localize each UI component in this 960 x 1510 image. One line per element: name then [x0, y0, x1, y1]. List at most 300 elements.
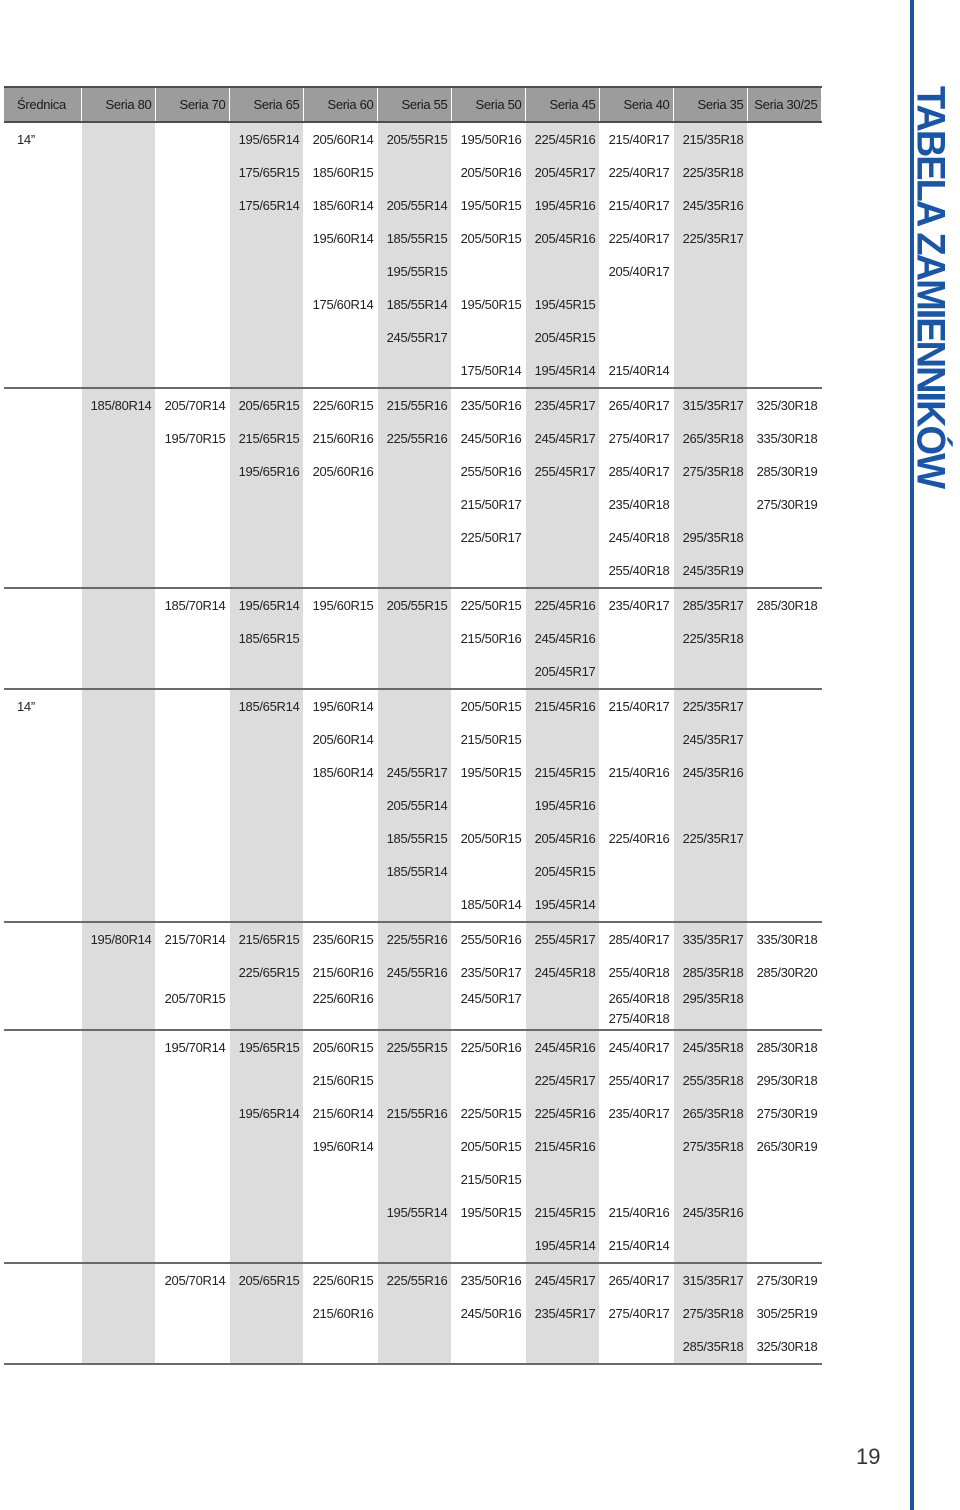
table-cell: 195/65R16 [229, 455, 303, 488]
table-cell: 215/45R16 [525, 1130, 599, 1163]
table-cell [4, 1330, 81, 1364]
table-row [4, 1163, 821, 1196]
table-cell [229, 354, 303, 388]
table-cell [155, 855, 229, 888]
table-cell: 275/35R18 [673, 1130, 747, 1163]
table-row [4, 156, 821, 189]
table-cell [303, 888, 377, 922]
table-row [4, 455, 821, 488]
table-cell [81, 1130, 155, 1163]
table-cell: 275/35R18 [673, 1297, 747, 1330]
replacement-table-container [4, 86, 821, 1365]
table-cell [229, 1229, 303, 1263]
table-cell [599, 288, 673, 321]
table-cell: 255/45R17 [525, 922, 599, 956]
table-cell [81, 521, 155, 554]
table-cell [451, 1229, 525, 1263]
table-cell: 175/65R14 [229, 189, 303, 222]
table-cell: 245/45R18 [525, 956, 599, 989]
table-cell: 215/60R16 [303, 422, 377, 455]
table-cell [229, 1196, 303, 1229]
table-cell [81, 1330, 155, 1364]
table-cell: 205/55R15 [377, 588, 451, 622]
table-cell: 245/45R17 [525, 422, 599, 455]
table-cell [155, 1229, 229, 1263]
table-cell: 205/45R15 [525, 321, 599, 354]
column-header: Seria 40 [599, 87, 673, 122]
table-cell: 225/55R16 [377, 1263, 451, 1297]
sidebar-title-container [905, 86, 955, 502]
table-cell [673, 288, 747, 321]
table-cell: 255/40R17 [599, 1064, 673, 1097]
table-cell [4, 723, 81, 756]
table-row [4, 321, 821, 354]
table-cell [451, 255, 525, 288]
table-header-row [4, 87, 821, 122]
table-row [4, 723, 821, 756]
table-cell [4, 422, 81, 455]
table-row [4, 855, 821, 888]
table-cell [81, 956, 155, 989]
table-cell [4, 321, 81, 354]
table-cell [155, 822, 229, 855]
table-cell [81, 1009, 155, 1030]
table-cell: 205/45R15 [525, 855, 599, 888]
table-cell: 205/50R15 [451, 689, 525, 723]
table-cell: 205/60R15 [303, 1030, 377, 1064]
table-cell: 225/55R16 [377, 422, 451, 455]
table-cell: 245/50R16 [451, 1297, 525, 1330]
table-cell [155, 956, 229, 989]
table-cell: 195/45R14 [525, 888, 599, 922]
table-cell [747, 255, 821, 288]
table-cell: 255/50R16 [451, 455, 525, 488]
table-cell: 265/30R19 [747, 1130, 821, 1163]
table-row [4, 822, 821, 855]
column-header: Seria 65 [229, 87, 303, 122]
table-cell: 195/50R15 [451, 756, 525, 789]
table-cell [155, 189, 229, 222]
table-cell: 185/60R15 [303, 156, 377, 189]
table-cell: 215/50R15 [451, 1163, 525, 1196]
table-cell: 195/55R15 [377, 255, 451, 288]
table-cell: 285/40R17 [599, 455, 673, 488]
table-cell [673, 855, 747, 888]
table-cell: 245/35R18 [673, 1030, 747, 1064]
table-cell [81, 1064, 155, 1097]
table-cell: 285/35R17 [673, 588, 747, 622]
table-cell: 215/40R17 [599, 122, 673, 156]
table-row [4, 354, 821, 388]
table-cell: 245/45R16 [525, 622, 599, 655]
table-cell [4, 756, 81, 789]
table-cell: 205/45R17 [525, 156, 599, 189]
table-cell: 295/30R18 [747, 1064, 821, 1097]
table-cell [155, 321, 229, 354]
table-cell: 225/35R17 [673, 822, 747, 855]
table-cell [81, 554, 155, 588]
table-cell [747, 789, 821, 822]
table-cell [4, 554, 81, 588]
table-cell [155, 689, 229, 723]
table-cell: 195/60R15 [303, 588, 377, 622]
table-cell [747, 1229, 821, 1263]
table-cell: 255/40R18 [599, 956, 673, 989]
table-cell: 205/40R17 [599, 255, 673, 288]
table-cell: 205/70R14 [155, 388, 229, 422]
table-cell: 185/70R14 [155, 588, 229, 622]
table-cell [4, 521, 81, 554]
table-row [4, 222, 821, 255]
table-cell: 175/50R14 [451, 354, 525, 388]
table-cell [155, 756, 229, 789]
table-cell: 205/50R15 [451, 222, 525, 255]
table-cell [4, 956, 81, 989]
table-cell [229, 1064, 303, 1097]
table-cell [525, 723, 599, 756]
column-header: Seria 35 [673, 87, 747, 122]
table-cell [525, 1009, 599, 1030]
table-cell [747, 723, 821, 756]
table-cell [4, 455, 81, 488]
table-cell: 195/70R14 [155, 1030, 229, 1064]
table-cell [673, 655, 747, 689]
table-cell [599, 855, 673, 888]
table-cell [81, 1297, 155, 1330]
table-cell [747, 822, 821, 855]
table-cell [155, 156, 229, 189]
table-cell [229, 1163, 303, 1196]
table-cell [747, 689, 821, 723]
table-row [4, 989, 821, 1009]
table-cell: 255/35R18 [673, 1064, 747, 1097]
table-cell [451, 1009, 525, 1030]
table-cell: 205/65R15 [229, 388, 303, 422]
table-cell [747, 1196, 821, 1229]
table-cell: 195/60R14 [303, 1130, 377, 1163]
table-cell: 215/40R14 [599, 1229, 673, 1263]
table-cell: 215/55R16 [377, 388, 451, 422]
table-cell [81, 989, 155, 1009]
table-cell [229, 1330, 303, 1364]
table-cell [673, 1229, 747, 1263]
table-cell [451, 1330, 525, 1364]
table-cell: 245/35R16 [673, 189, 747, 222]
table-cell [377, 1330, 451, 1364]
table-cell: 305/25R19 [747, 1297, 821, 1330]
table-cell: 295/35R18 [673, 989, 747, 1009]
table-cell: 205/65R15 [229, 1263, 303, 1297]
table-row [4, 1030, 821, 1064]
table-cell: 225/45R16 [525, 1097, 599, 1130]
table-cell: 235/40R18 [599, 488, 673, 521]
table-cell: 215/45R15 [525, 1196, 599, 1229]
table-cell: 315/35R17 [673, 388, 747, 422]
table-cell [4, 822, 81, 855]
table-cell: 205/50R15 [451, 822, 525, 855]
table-cell [4, 222, 81, 255]
table-row [4, 1330, 821, 1364]
table-row [4, 554, 821, 588]
table-cell: 195/65R14 [229, 122, 303, 156]
table-cell: 245/40R18 [599, 521, 673, 554]
table-cell: 245/55R17 [377, 756, 451, 789]
table-cell [4, 789, 81, 822]
table-cell: 285/30R20 [747, 956, 821, 989]
table-row [4, 1130, 821, 1163]
table-cell [673, 321, 747, 354]
table-cell: 285/35R18 [673, 1330, 747, 1364]
table-cell [4, 1130, 81, 1163]
table-cell [155, 1196, 229, 1229]
table-cell: 215/50R16 [451, 622, 525, 655]
table-cell: 175/60R14 [303, 288, 377, 321]
table-cell: 245/35R16 [673, 1196, 747, 1229]
table-cell [155, 1064, 229, 1097]
table-cell: 195/65R15 [229, 1030, 303, 1064]
table-cell [81, 588, 155, 622]
table-cell: 225/35R17 [673, 689, 747, 723]
table-cell [229, 1009, 303, 1030]
table-cell [4, 1263, 81, 1297]
column-header: Seria 70 [155, 87, 229, 122]
table-cell: 245/35R19 [673, 554, 747, 588]
table-cell: 195/50R15 [451, 189, 525, 222]
table-cell [81, 455, 155, 488]
table-cell: 215/60R14 [303, 1097, 377, 1130]
table-cell [377, 354, 451, 388]
table-cell: 195/45R16 [525, 189, 599, 222]
table-cell: 185/60R14 [303, 189, 377, 222]
table-cell: 285/30R19 [747, 455, 821, 488]
table-cell: 14” [4, 689, 81, 723]
table-cell [599, 888, 673, 922]
table-cell [525, 255, 599, 288]
table-cell [303, 855, 377, 888]
table-cell [747, 989, 821, 1009]
table-cell [155, 888, 229, 922]
table-cell [377, 1163, 451, 1196]
table-cell [377, 1229, 451, 1263]
table-cell [229, 723, 303, 756]
column-header: Seria 80 [81, 87, 155, 122]
table-cell [4, 588, 81, 622]
table-cell: 245/40R17 [599, 1030, 673, 1064]
table-cell [599, 1330, 673, 1364]
table-cell [155, 1009, 229, 1030]
table-cell: 215/40R14 [599, 354, 673, 388]
table-cell [303, 255, 377, 288]
table-cell: 205/45R16 [525, 822, 599, 855]
table-cell: 235/60R15 [303, 922, 377, 956]
table-body [4, 122, 821, 1364]
table-cell: 225/60R16 [303, 989, 377, 1009]
table-cell: 195/50R16 [451, 122, 525, 156]
table-cell [81, 288, 155, 321]
table-cell [525, 989, 599, 1009]
table-cell [377, 1009, 451, 1030]
table-cell: 335/30R18 [747, 922, 821, 956]
table-cell: 225/35R18 [673, 156, 747, 189]
table-cell [155, 255, 229, 288]
table-row [4, 588, 821, 622]
table-cell [4, 1064, 81, 1097]
table-cell: 225/50R15 [451, 1097, 525, 1130]
table-cell [525, 1163, 599, 1196]
table-cell [4, 1030, 81, 1064]
table-cell: 225/45R17 [525, 1064, 599, 1097]
table-cell: 225/35R17 [673, 222, 747, 255]
table-cell [81, 1097, 155, 1130]
table-cell: 245/50R16 [451, 422, 525, 455]
table-cell [747, 189, 821, 222]
table-cell [747, 156, 821, 189]
table-cell: 225/35R18 [673, 622, 747, 655]
table-cell [377, 1297, 451, 1330]
table-cell [4, 855, 81, 888]
table-cell: 325/30R18 [747, 1330, 821, 1364]
table-cell: 225/55R16 [377, 922, 451, 956]
table-cell: 225/60R15 [303, 388, 377, 422]
table-cell: 275/30R19 [747, 488, 821, 521]
table-cell [155, 1330, 229, 1364]
table-cell: 255/40R18 [599, 554, 673, 588]
table-cell [81, 488, 155, 521]
table-cell: 225/55R15 [377, 1030, 451, 1064]
table-cell [747, 321, 821, 354]
table-cell [747, 622, 821, 655]
table-cell: 225/40R17 [599, 222, 673, 255]
table-cell: 215/40R17 [599, 689, 673, 723]
table-cell: 245/45R16 [525, 1030, 599, 1064]
table-cell [4, 655, 81, 689]
table-cell: 205/60R14 [303, 122, 377, 156]
table-cell: 225/50R16 [451, 1030, 525, 1064]
table-cell [451, 554, 525, 588]
table-cell [599, 655, 673, 689]
table-cell [155, 288, 229, 321]
table-cell: 285/40R17 [599, 922, 673, 956]
table-cell [303, 622, 377, 655]
table-cell: 225/65R15 [229, 956, 303, 989]
table-row [4, 189, 821, 222]
table-cell [747, 655, 821, 689]
table-cell: 205/55R14 [377, 189, 451, 222]
table-row [4, 255, 821, 288]
table-cell: 215/40R16 [599, 1196, 673, 1229]
table-cell: 185/55R14 [377, 855, 451, 888]
table-cell: 235/45R17 [525, 388, 599, 422]
table-row [4, 1009, 821, 1030]
page-number: 19 [856, 1444, 881, 1469]
table-cell [377, 888, 451, 922]
table-row [4, 1297, 821, 1330]
table-cell [673, 255, 747, 288]
table-cell [747, 554, 821, 588]
table-cell [451, 789, 525, 822]
table-row [4, 388, 821, 422]
table-cell [525, 1330, 599, 1364]
table-cell: 195/70R15 [155, 422, 229, 455]
table-cell: 185/55R14 [377, 288, 451, 321]
table-cell [81, 1229, 155, 1263]
table-cell: 215/50R15 [451, 723, 525, 756]
table-cell [303, 1330, 377, 1364]
table-cell [4, 1097, 81, 1130]
column-header: Seria 60 [303, 87, 377, 122]
table-row [4, 1064, 821, 1097]
table-cell [81, 756, 155, 789]
table-cell: 285/30R18 [747, 1030, 821, 1064]
table-cell [155, 122, 229, 156]
table-cell [229, 822, 303, 855]
table-cell: 275/30R19 [747, 1263, 821, 1297]
table-row [4, 888, 821, 922]
table-cell [81, 1196, 155, 1229]
table-cell: 195/50R15 [451, 288, 525, 321]
table-cell [81, 321, 155, 354]
table-cell: 245/55R17 [377, 321, 451, 354]
table-cell [229, 756, 303, 789]
table-cell: 215/45R16 [525, 689, 599, 723]
table-cell [451, 655, 525, 689]
table-cell: 215/35R18 [673, 122, 747, 156]
table-cell: 235/50R17 [451, 956, 525, 989]
table-cell [377, 554, 451, 588]
table-cell [155, 789, 229, 822]
table-cell: 225/50R17 [451, 521, 525, 554]
table-cell [747, 354, 821, 388]
table-cell: 275/40R18 [599, 1009, 673, 1030]
table-cell [377, 156, 451, 189]
table-cell: 275/30R19 [747, 1097, 821, 1130]
table-cell: 185/50R14 [451, 888, 525, 922]
table-cell [4, 156, 81, 189]
table-cell: 205/60R16 [303, 455, 377, 488]
table-cell [747, 1009, 821, 1030]
table-cell [673, 488, 747, 521]
column-header: Seria 45 [525, 87, 599, 122]
table-cell [377, 723, 451, 756]
table-cell [229, 855, 303, 888]
table-cell: 215/45R15 [525, 756, 599, 789]
table-cell: 205/55R14 [377, 789, 451, 822]
table-cell: 215/40R17 [599, 189, 673, 222]
table-row [4, 1263, 821, 1297]
table-row [4, 1229, 821, 1263]
table-cell: 195/80R14 [81, 922, 155, 956]
table-cell [155, 723, 229, 756]
table-cell [4, 1163, 81, 1196]
table-cell [599, 1163, 673, 1196]
table-cell [4, 989, 81, 1009]
table-cell [81, 222, 155, 255]
table-cell [673, 1009, 747, 1030]
table-cell [747, 888, 821, 922]
table-cell: 225/60R15 [303, 1263, 377, 1297]
table-cell: 205/45R17 [525, 655, 599, 689]
table-cell [377, 622, 451, 655]
table-cell [81, 888, 155, 922]
table-cell [525, 488, 599, 521]
table-cell [4, 1196, 81, 1229]
table-cell: 225/40R16 [599, 822, 673, 855]
table-cell: 265/40R17 [599, 388, 673, 422]
table-cell [229, 521, 303, 554]
table-cell: 285/35R18 [673, 956, 747, 989]
table-cell: 315/35R17 [673, 1263, 747, 1297]
table-cell: 235/50R16 [451, 1263, 525, 1297]
